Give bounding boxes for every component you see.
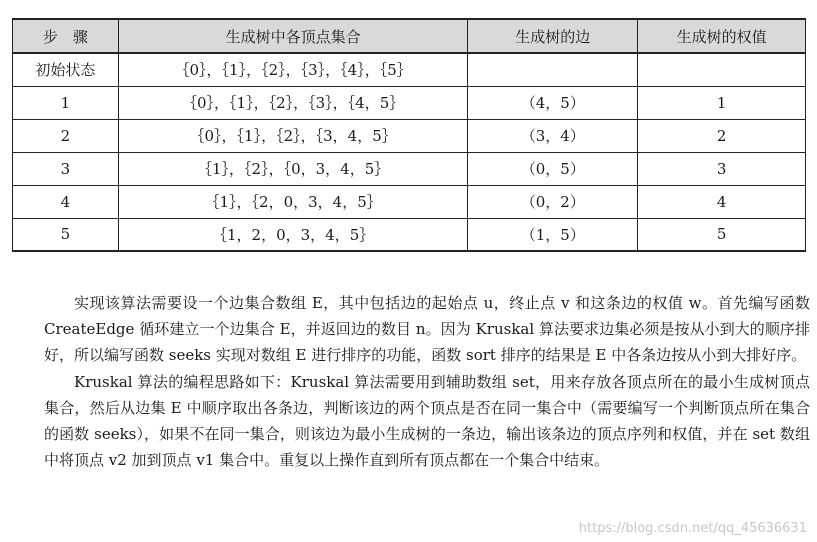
watermark: https://blog.csdn.net/qq_45636631 (578, 521, 807, 536)
cell-step: 1 (13, 86, 119, 119)
table-row (13, 152, 806, 185)
cell-weight: 2 (638, 119, 806, 152)
cell-edge (468, 53, 638, 86)
table-row (13, 86, 806, 119)
cell-edge: （3，4） (468, 119, 638, 152)
cell-vertex-sets: ｛1｝，｛2，0，3，4，5｝ (118, 185, 468, 218)
paragraph-kruskal-idea: Kruskal 算法的编程思路如下：Kruskal 算法需要用到辅助数组 set，用来存放各顶点所在的最小生成树顶点集合，然后从边集 E 中顺序取出各条边，判断该边的两个顶点是否在同一集合中（需要编写一个判断顶点所在集合的函数 seeks），如果不在同一集合，则该边为最小生成树的一条边，输出该条边的顶点序列和权值，并在 set 数组中将顶点 v2 加到顶点 v1 集合中。重复以上操作直到所有顶点都在一个集合中结束。 (44, 372, 810, 470)
cell-step: 4 (13, 185, 119, 218)
cell-edge: （0，2） (468, 185, 638, 218)
cell-weight (638, 53, 806, 86)
header-edge: 生成树的边 (468, 19, 638, 53)
table-row (13, 185, 806, 218)
cell-vertex-sets: ｛1｝，｛2｝，｛0，3，4，5｝ (118, 152, 468, 185)
cell-vertex-sets: ｛0｝，｛1｝，｛2｝，｛3｝，｛4｝，｛5｝ (118, 53, 468, 86)
cell-weight: 4 (638, 185, 806, 218)
cell-weight: 3 (638, 152, 806, 185)
cell-step: 5 (13, 218, 119, 251)
body-text (44, 290, 810, 473)
header-weight: 生成树的权值 (638, 19, 806, 53)
cell-vertex-sets: ｛1，2，0，3，4，5｝ (118, 218, 468, 251)
table-header-row (13, 19, 806, 53)
header-step: 步 骤 (13, 19, 119, 53)
cell-edge: （0，5） (468, 152, 638, 185)
kruskal-steps-table (12, 18, 806, 252)
header-vertex-sets: 生成树中各顶点集合 (118, 19, 468, 53)
table-row (13, 53, 806, 86)
cell-step: 初始状态 (13, 53, 119, 86)
table-row (13, 119, 806, 152)
paragraph-implementation: 实现该算法需要设一个边集合数组 E，其中包括边的起始点 u，终止点 v 和这条边的权值 w。首先编写函数 CreateEdge 循环建立一个边集合 E，并返回边的数目 n。因为 Kruskal 算法要求边集必须是按从小到大的顺序排好，所以编写函数 seeks 实现对数组 E 进行排序的功能，函数 sort 排序的结果是 E 中各条边按从小到大排好序。 (44, 294, 810, 365)
cell-step: 2 (13, 119, 119, 152)
cell-weight: 1 (638, 86, 806, 119)
table-row (13, 218, 806, 251)
cell-vertex-sets: ｛0｝，｛1｝，｛2｝，｛3｝，｛4，5｝ (118, 86, 468, 119)
cell-edge: （1，5） (468, 218, 638, 251)
cell-weight: 5 (638, 218, 806, 251)
cell-edge: （4，5） (468, 86, 638, 119)
cell-step: 3 (13, 152, 119, 185)
cell-vertex-sets: ｛0｝，｛1｝，｛2｝，｛3，4，5｝ (118, 119, 468, 152)
